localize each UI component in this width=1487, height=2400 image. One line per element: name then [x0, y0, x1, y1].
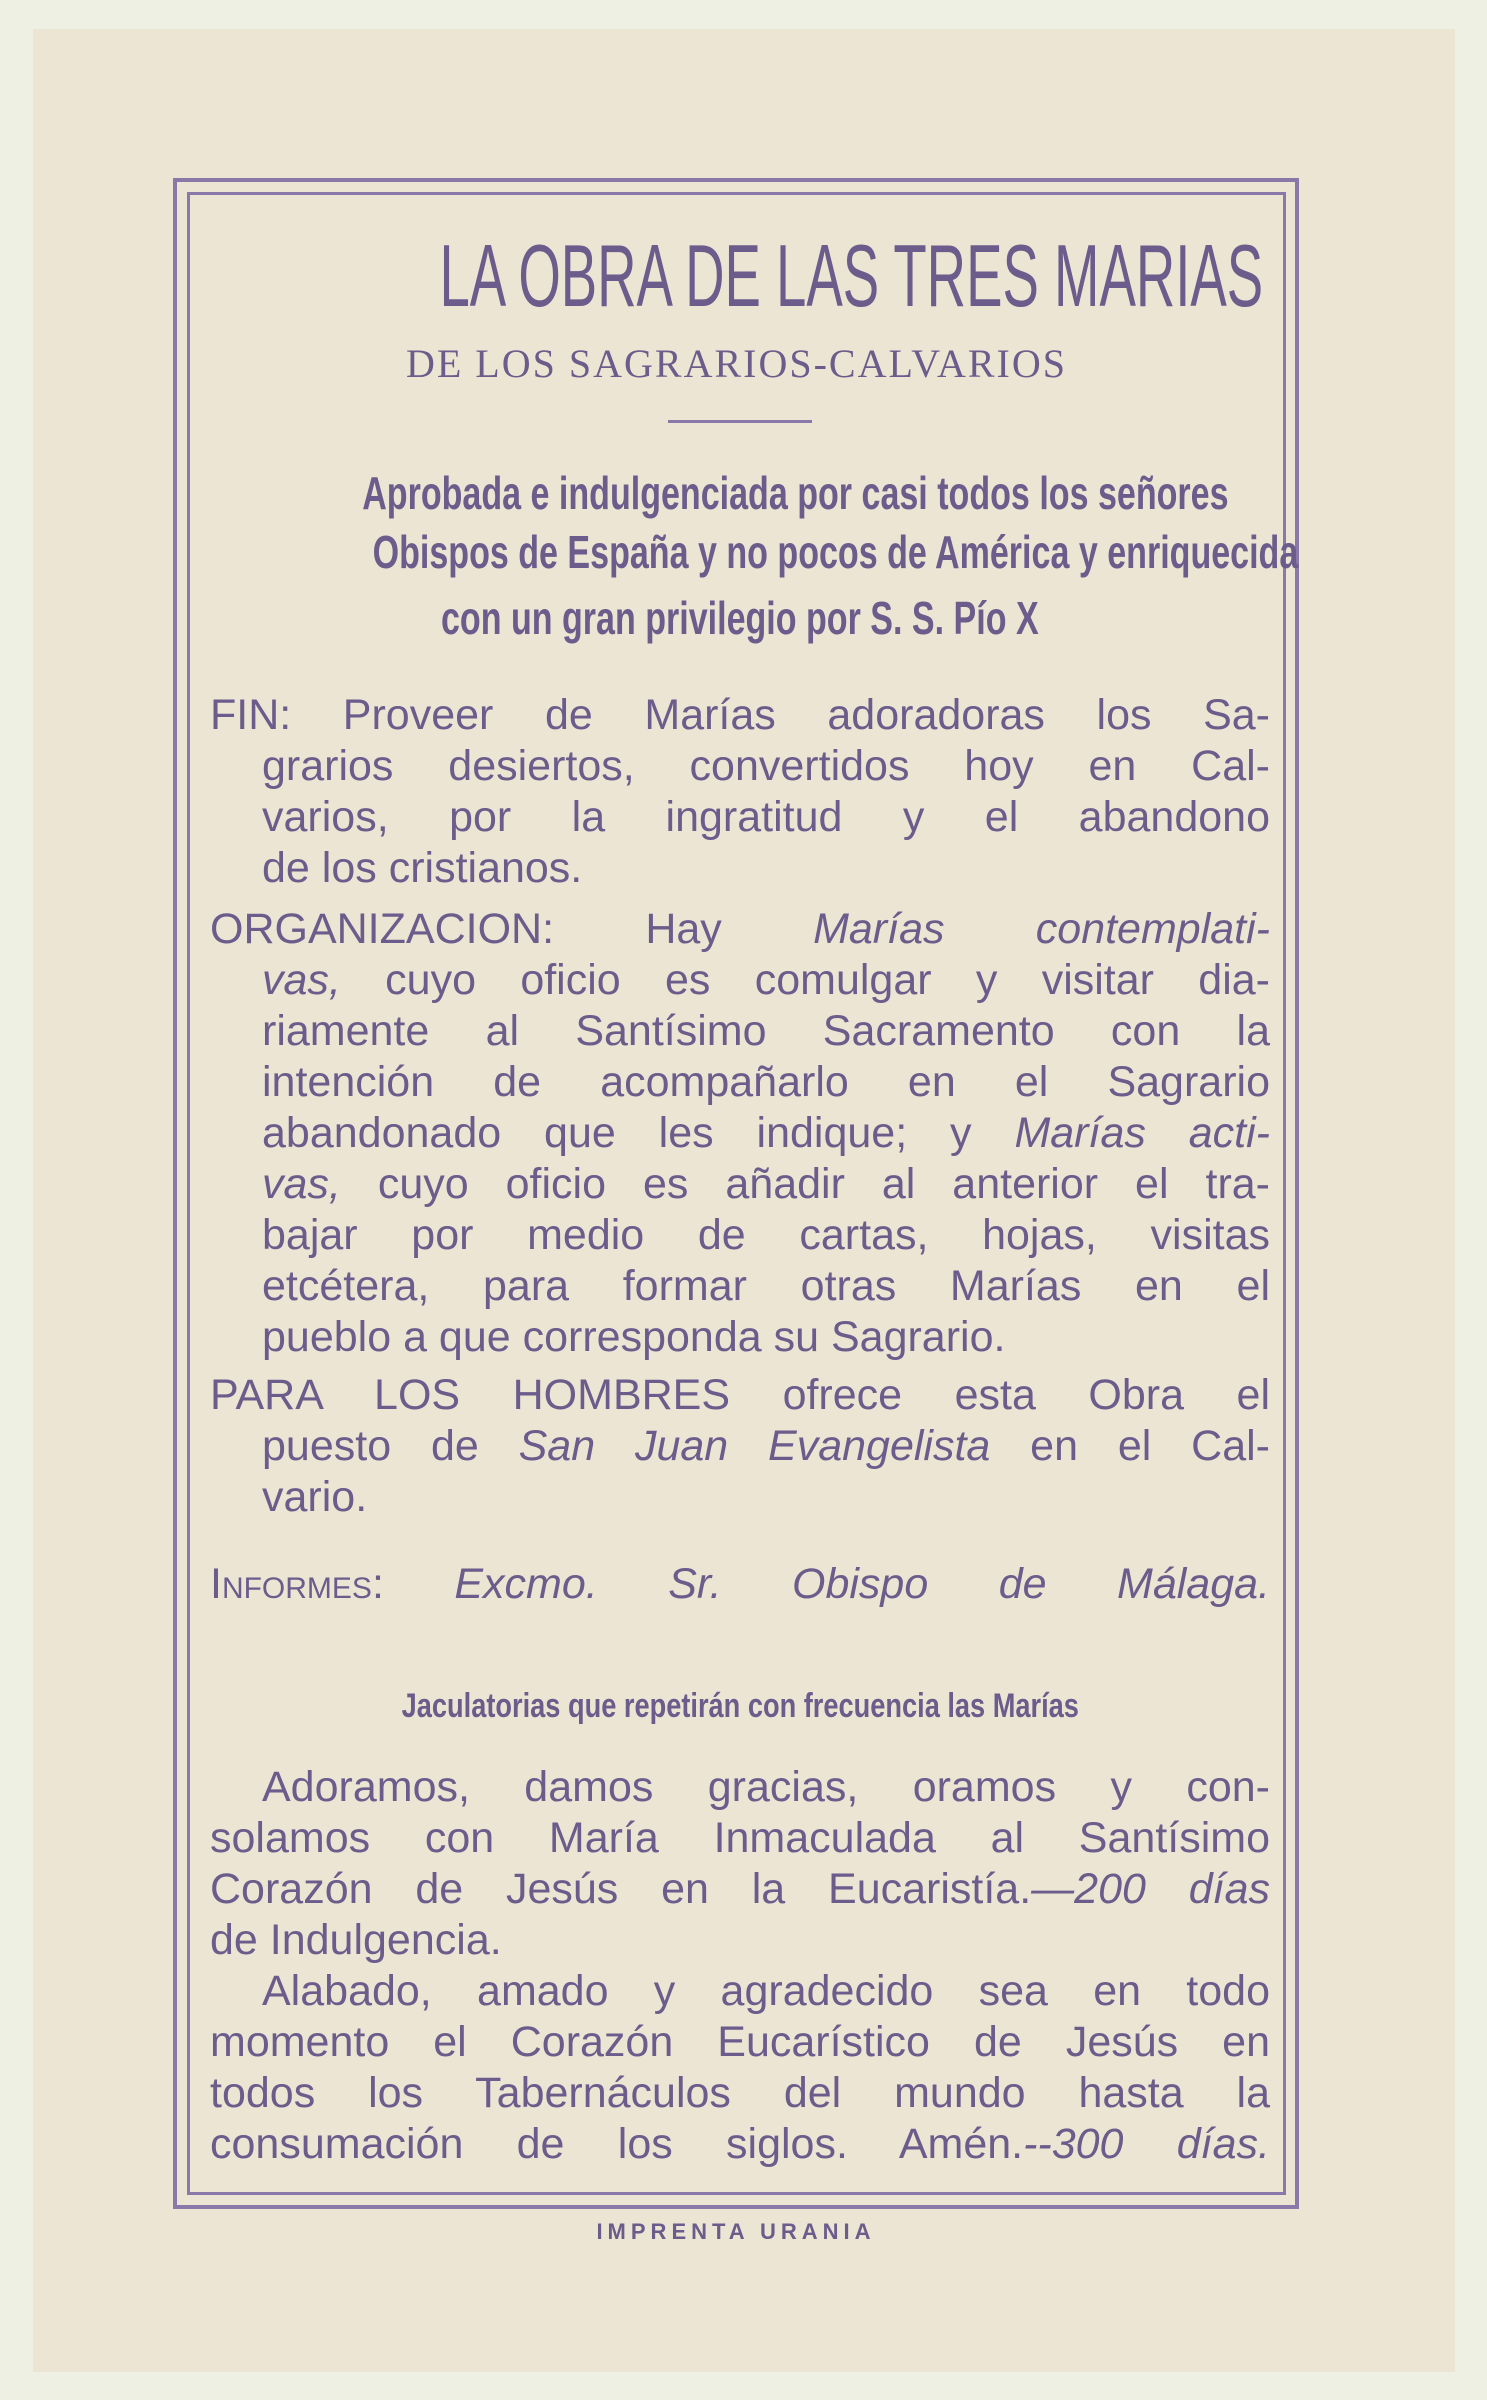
lead-line: [210, 463, 1270, 523]
hombres-label: PARA LOS HOMBRES: [210, 1371, 731, 1419]
italic-text: Marías contemplati-: [813, 905, 1270, 953]
fin-line: de los cristianos.: [262, 844, 583, 892]
italic-text: Marías acti-: [1014, 1109, 1270, 1157]
org-label: ORGANIZACION:: [210, 905, 555, 953]
org-line: pueblo a que corresponda su Sagrario.: [262, 1313, 1006, 1361]
text: en el Cal-: [990, 1422, 1270, 1470]
title-text: LA OBRA DE LAS TRES MARIAS: [439, 226, 1264, 325]
text: cuyo oficio es añadir al anterior el tra-: [340, 1160, 1270, 1208]
informes-label: Informes:: [210, 1560, 384, 1608]
prayer-line: [210, 2119, 1270, 2169]
italic-text: vas,: [262, 956, 341, 1004]
org-line: [262, 1108, 1270, 1158]
prayer-line: [210, 1864, 1270, 1914]
text: consumación de los siglos. Amén.: [210, 2120, 1024, 2168]
org-line: riamente al Santísimo Sacramento con la: [262, 1007, 1270, 1055]
subtitle: DE LOS SAGRARIOS-CALVARIOS: [405, 341, 1067, 386]
lead-line: [210, 588, 1270, 648]
prayer-line: Adoramos, damos gracias, oramos y con-: [262, 1763, 1270, 1811]
text: ofrece esta Obra el: [730, 1371, 1270, 1419]
text: puesto de: [262, 1422, 519, 1470]
prayer-line: todos los Tabernáculos del mundo hasta la: [210, 2069, 1270, 2117]
prayer-line: solamos con María Inmaculada al Santísimo: [210, 1814, 1270, 1862]
prayer-line: Alabado, amado y agradecido sea en todo: [262, 1967, 1270, 2015]
informes-line: [210, 1559, 1270, 1609]
prayer-line: momento el Corazón Eucarístico de Jesús en: [210, 2018, 1270, 2066]
lead-text: con un gran privilegio por S. S. Pío X: [441, 592, 1039, 644]
italic-text: vas,: [262, 1160, 341, 1208]
fin-line: grarios desiertos, convertidos hoy en Cal-: [262, 742, 1270, 790]
fin-line: [210, 690, 1270, 740]
lead-line: [210, 522, 1299, 582]
informes-value: Excmo. Sr. Obispo de Málaga.: [383, 1560, 1270, 1608]
divider: [668, 420, 812, 423]
indulgence-days: —200 días: [1031, 1865, 1271, 1913]
org-line: intención de acompañarlo en el Sagrario: [262, 1058, 1270, 1106]
lead-text: Aprobada e indulgenciada por casi todos los señores: [362, 467, 1229, 519]
org-line: [262, 955, 1270, 1005]
prayer-line: de Indulgencia.: [210, 1916, 502, 1964]
hombres-line: vario.: [262, 1473, 368, 1521]
italic-text: San Juan Evangelista: [518, 1422, 991, 1470]
hombres-line: [262, 1421, 1270, 1471]
text: Proveer de Marías adoradoras los Sa-: [291, 691, 1270, 739]
printer-imprint: IMPRENTA URANIA: [596, 2219, 876, 2244]
fin-label: FIN:: [210, 691, 292, 739]
hombres-line: [210, 1370, 1270, 1420]
lead-text: Obispos de España y no pocos de América y enriquecida: [372, 526, 1299, 578]
text: abandonado que les indique; y: [262, 1109, 1015, 1157]
title: [187, 228, 1286, 324]
text: Corazón de Jesús en la Eucaristía.: [210, 1865, 1032, 1913]
org-line: [262, 1159, 1270, 1209]
org-line: bajar por medio de cartas, hojas, visitas: [262, 1211, 1270, 1259]
text: cuyo oficio es comulgar y visitar dia-: [340, 956, 1270, 1004]
text: Hay: [554, 905, 814, 953]
jaculatorias-heading: [210, 1686, 1270, 1726]
indulgence-days: --300 días.: [1023, 2120, 1270, 2168]
heading-text: Jaculatorias que repetirán con frecuencia las Marías: [401, 1687, 1079, 1725]
org-line: etcétera, para formar otras Marías en el: [262, 1262, 1270, 1310]
org-line: [210, 904, 1270, 954]
fin-line: varios, por la ingratitud y el abandono: [262, 793, 1270, 841]
